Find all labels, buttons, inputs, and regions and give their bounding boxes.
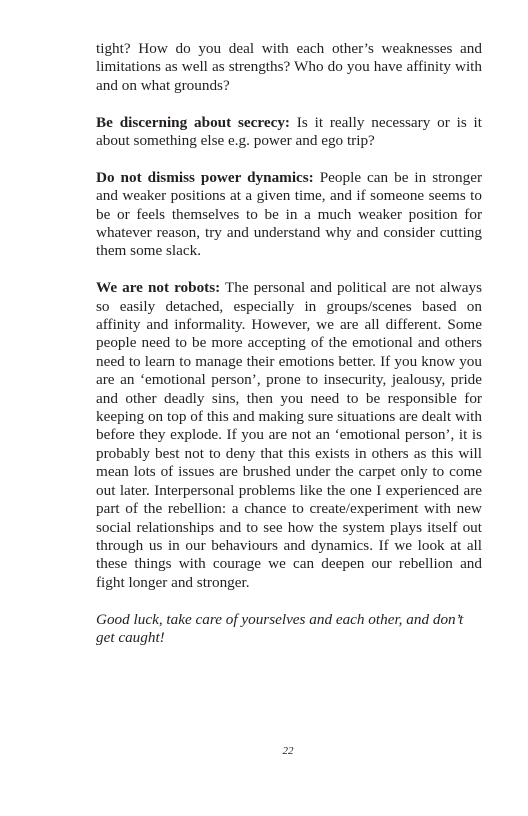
- page-number: 22: [282, 745, 294, 757]
- paragraph-heading: We are not robots:: [96, 279, 221, 297]
- paragraph-heading: Do not dismiss power dynamics:: [96, 168, 314, 186]
- closing-line: Good luck, take care of yourselves and each other, and don’t get caught!: [96, 610, 464, 646]
- paragraph-text: tight? How do you deal with each other’s weaknesses and limitations as well as strengths? Who do you have affinity with and on what grounds?: [96, 40, 482, 94]
- paragraph-text: The personal and political are not always so easily detached, especially in groups/scenes based on affinity and informality. However, we are all different. Some people need to be more accepting of the emotional and others need to learn to manage their emotions better. If you know you are an ‘emotional person’, prone to insecurity, jealousy, pride and other deadly sins, then you need to be responsible for keeping on top of this and making sure situations are dealt with before they explode. If you are not an ‘emotional person’, it is probably best not to deny that this exists in others as this will mean lots of issues are brushed under the carpet only to come out later. Interpersonal problems like the one I experienced are part of the rebellion: a chance to create/experiment with new social relationships and to see how the system plays itself out through us in our behaviours and dynamics. If we look at all these things with courage we can deepen our rebellion and fight longer and stronger.: [96, 279, 482, 591]
- paragraph-secrecy: [96, 114, 482, 151]
- paragraph-power-dynamics: [96, 169, 482, 261]
- paragraph-continuation: [96, 40, 482, 95]
- paragraph-not-robots: [96, 279, 482, 592]
- paragraph-text: People can be in stronger and weaker positions at a given time, and if someone seems to be or feels themselves to be in a much weaker position for whatever reason, try and understand why and consider cutting them some slack.: [96, 168, 482, 260]
- page-body: [96, 40, 482, 647]
- paragraph-heading: Be discerning about secrecy:: [96, 113, 290, 131]
- paragraph-text: Is it really necessary or is it about something else e.g. power and ego trip?: [96, 113, 482, 150]
